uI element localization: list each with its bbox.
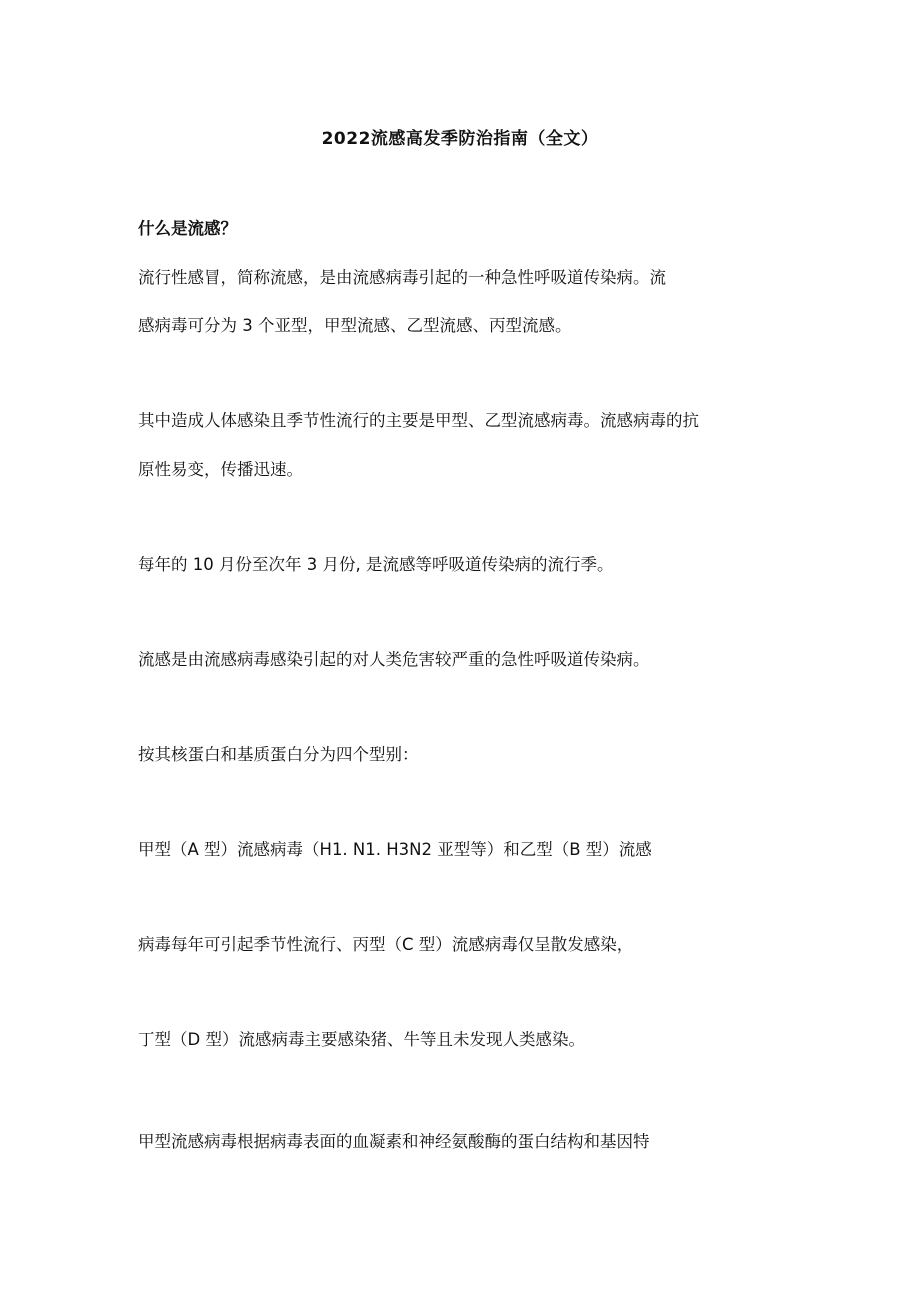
paragraph-line: 甲型流感病毒根据病毒表面的血凝素和神经氨酸酶的蛋白结构和基因特 xyxy=(138,1132,650,1151)
paragraph-line: 感病毒可分为 3 个亚型，甲型流感、乙型流感、丙型流感。 xyxy=(138,316,572,335)
paragraph-line: 其中造成人体感染且季节性流行的主要是甲型、乙型流感病毒。流感病毒的抗 xyxy=(138,411,699,430)
paragraph-line: 丁型（D 型）流感病毒主要感染猪、牛等且未发现人类感染。 xyxy=(138,1030,585,1049)
paragraph-line: 按其核蛋白和基质蛋白分为四个型别： xyxy=(138,745,419,764)
section-heading: 什么是流感？ xyxy=(138,219,237,238)
paragraph-line: 流感是由流感病毒感染引起的对人类危害较严重的急性呼吸道传染病。 xyxy=(138,650,650,669)
paragraph-line: 流行性感冒，简称流感，是由流感病毒引起的一种急性呼吸道传染病。流 xyxy=(138,268,666,287)
document-title: 2022流感高发季防治指南（全文） xyxy=(321,129,599,149)
paragraph-line: 甲型（A 型）流感病毒（H1. N1. H3N2 亚型等）和乙型（B 型）流感 xyxy=(138,840,652,859)
paragraph-line: 病毒每年可引起季节性流行、丙型（C 型）流感病毒仅呈散发感染， xyxy=(138,935,634,954)
paragraph-line: 每年的 10 月份至次年 3 月份, 是流感等呼吸道传染病的流行季。 xyxy=(138,555,614,574)
paragraph-line: 原性易变，传播迅速。 xyxy=(138,460,303,479)
